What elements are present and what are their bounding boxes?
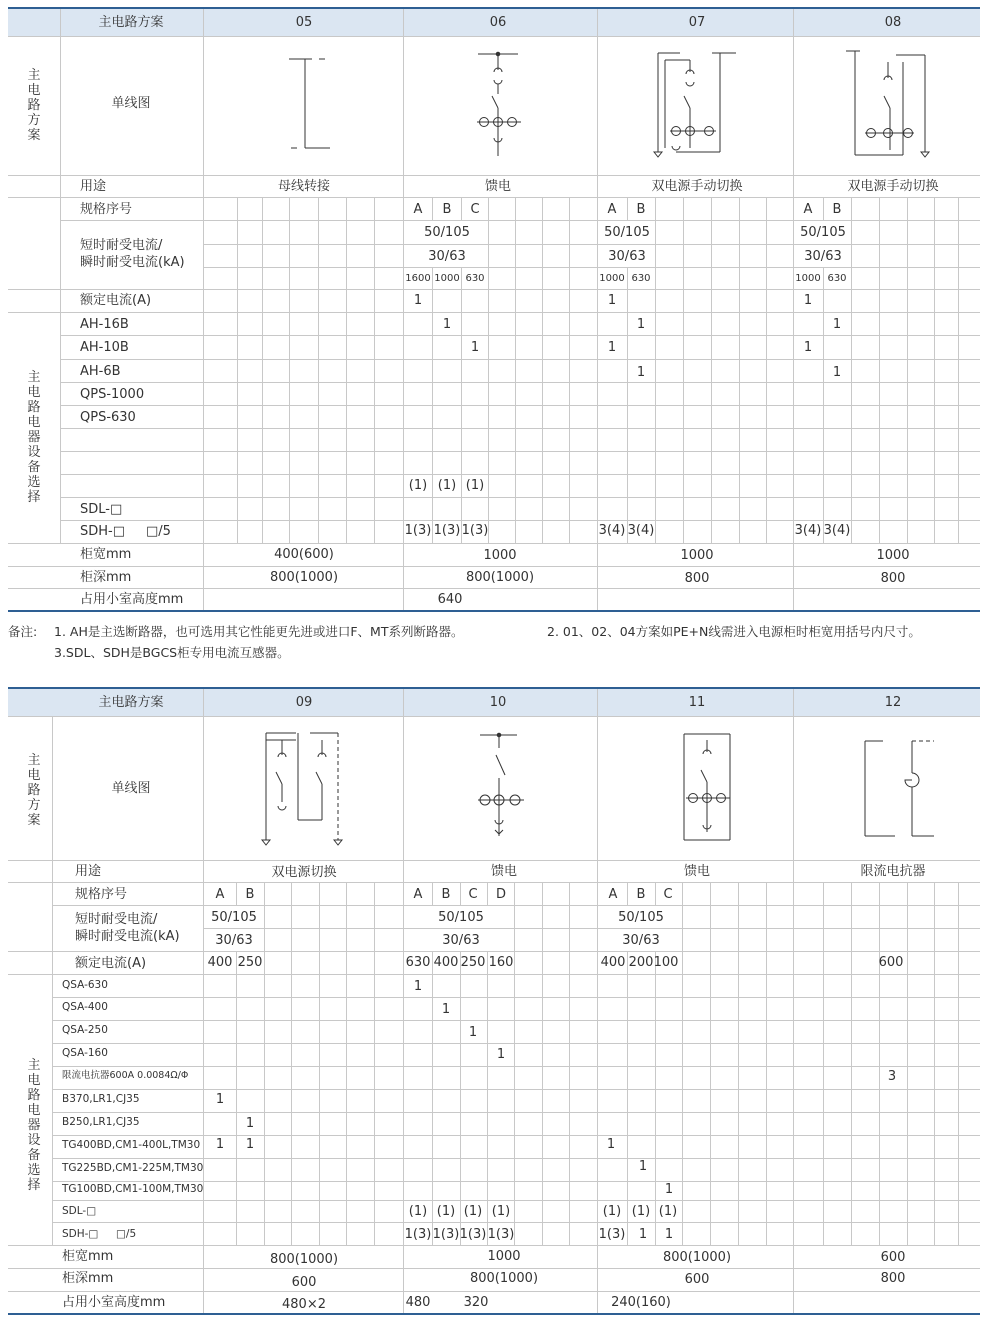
short-value: 30/63 xyxy=(608,249,646,264)
value-cell: 1 xyxy=(832,317,842,332)
cabinet-depth: 800 xyxy=(880,571,906,586)
scheme-10-header: 10 xyxy=(489,695,507,710)
table1-group1-label: 主电路方案 xyxy=(27,68,41,143)
diagram-12 xyxy=(865,741,934,836)
value-cell: 1 xyxy=(607,340,617,355)
usage-label: 用途 xyxy=(75,864,102,879)
short-value: 30/63 xyxy=(804,249,842,264)
value-cell: (1) xyxy=(437,478,457,493)
value-cell: 1 xyxy=(215,1137,225,1152)
value-cell: (1) xyxy=(465,478,485,493)
value-cell: 1(3) xyxy=(433,523,461,538)
device-label: B370,LR1,CJ35 xyxy=(62,1093,140,1105)
peak-value: 50/105 xyxy=(604,225,650,240)
peak-value: 50/105 xyxy=(424,225,470,240)
spec-label: 规格序号 xyxy=(75,887,128,902)
amp-cell: 1000 xyxy=(795,273,821,284)
value-cell: 1 xyxy=(413,979,423,994)
scheme-09-header: 09 xyxy=(295,695,313,710)
rated-cell: 160 xyxy=(488,955,514,970)
usage-07: 双电源手动切换 xyxy=(651,179,743,194)
rated-cell: 400 xyxy=(600,955,626,970)
value-cell: 1 xyxy=(803,340,813,355)
usage-05: 母线转接 xyxy=(277,179,331,194)
cabinet-depth: 600 xyxy=(684,1272,710,1287)
rated-cell: 200 xyxy=(628,955,654,970)
diagram-09 xyxy=(262,733,342,845)
value-cell: 1 xyxy=(832,365,842,380)
scheme-06-header: 06 xyxy=(489,15,507,30)
amp-cell: 630 xyxy=(631,273,651,284)
value-cell: 1 xyxy=(245,1137,255,1152)
short-current-label: 短时耐受电流/ xyxy=(80,238,163,253)
value-cell: (1) xyxy=(408,1204,428,1219)
cabinet-width: 400(600) xyxy=(274,547,334,562)
spec-cell: B xyxy=(441,887,451,902)
device-label: SDH-□ xyxy=(80,524,126,539)
rated-cell: 100 xyxy=(653,955,679,970)
table1-corner-header: 主电路方案 xyxy=(98,15,164,30)
value-cell: 1 xyxy=(664,1227,674,1242)
device-label: TG100BD,CM1-100M,TM30 xyxy=(62,1183,204,1195)
cabinet-width-label: 柜宽mm xyxy=(80,547,132,562)
device-label: QPS-630 xyxy=(80,410,136,425)
peak-current-label: 瞬时耐受电流(kA) xyxy=(75,929,180,944)
value-cell: 1 xyxy=(468,1025,478,1040)
value-cell: 1 xyxy=(215,1092,225,1107)
scheme-05-header: 05 xyxy=(295,15,313,30)
cabinet-depth: 600 xyxy=(291,1275,317,1290)
rated-cell: 250 xyxy=(237,955,263,970)
usage-09: 双电源切换 xyxy=(271,865,337,880)
device-label: TG400BD,CM1-400L,TM30 xyxy=(62,1139,201,1151)
spec-cell: A xyxy=(803,202,813,217)
device-label: □/5 xyxy=(146,524,171,539)
value-cell: 3 xyxy=(887,1069,897,1084)
device-label: QSA-250 xyxy=(62,1024,108,1036)
note-2: 2. 01、02、04方案如PE+N线需进入电源柜时柜宽用括号内尺寸。 xyxy=(547,624,921,639)
rated-cell: 600 xyxy=(878,955,904,970)
peak-value: 50/105 xyxy=(618,910,664,925)
spec-cell: A xyxy=(608,887,618,902)
table2-corner-header: 主电路方案 xyxy=(98,695,164,710)
short-current-label: 短时耐受电流/ xyxy=(75,912,158,927)
device-label: QSA-400 xyxy=(62,1001,108,1013)
spec-cell: D xyxy=(495,887,507,902)
device-label: TG225BD,CM1-225M,TM30 xyxy=(62,1162,204,1174)
note-3: 3.SDL、SDH是BGCS柜专用电流互感器。 xyxy=(54,645,290,660)
rated-cell: 250 xyxy=(460,955,486,970)
diagram-08 xyxy=(846,51,929,157)
value-cell: 3(4) xyxy=(598,523,626,538)
spec-cell: A xyxy=(215,887,225,902)
value-cell: 1(3) xyxy=(404,523,432,538)
value-cell: (1) xyxy=(491,1204,511,1219)
table1-group2-label: 主电路电器设备选择 xyxy=(27,370,41,505)
spec-cell: B xyxy=(636,887,646,902)
value-cell: (1) xyxy=(408,478,428,493)
value-cell: (1) xyxy=(602,1204,622,1219)
value-cell: 1 xyxy=(638,1227,648,1242)
diagram-11 xyxy=(684,734,730,840)
cabinet-depth: 800(1000) xyxy=(469,1271,539,1286)
spec-label: 规格序号 xyxy=(80,202,133,217)
cabinet-depth-label: 柜深mm xyxy=(62,1271,114,1286)
cabinet-width: 1000 xyxy=(876,548,910,563)
device-label: QSA-160 xyxy=(62,1047,108,1059)
cabinet-width: 800(1000) xyxy=(269,1252,339,1267)
amp-cell: 630 xyxy=(465,273,485,284)
value-cell: 1 xyxy=(441,1002,451,1017)
compartment-height: 320 xyxy=(463,1295,489,1310)
device-label: AH-6B xyxy=(80,364,121,379)
value-cell: 1 xyxy=(664,1182,674,1197)
value-cell: 1(3) xyxy=(404,1227,432,1242)
peak-value: 50/105 xyxy=(438,910,484,925)
value-cell: 3(4) xyxy=(627,523,655,538)
cabinet-width: 800(1000) xyxy=(662,1250,732,1265)
diagram-06 xyxy=(477,52,521,156)
short-value: 30/63 xyxy=(442,933,480,948)
device-label: QPS-1000 xyxy=(80,387,145,402)
value-cell: 1 xyxy=(638,1159,648,1174)
value-cell: 1 xyxy=(636,317,646,332)
value-cell: 3(4) xyxy=(823,523,851,538)
single-line-label: 单线图 xyxy=(111,96,151,111)
value-cell: 1 xyxy=(470,340,480,355)
value-cell: 1(3) xyxy=(459,1227,487,1242)
cabinet-width: 1000 xyxy=(483,548,517,563)
cabinet-depth: 800 xyxy=(684,571,710,586)
amp-cell: 1000 xyxy=(434,273,460,284)
device-label: SDH-□ xyxy=(62,1228,99,1240)
device-label: AH-10B xyxy=(80,340,129,355)
compartment-height: 240(160) xyxy=(611,1295,671,1310)
diagram-07 xyxy=(654,53,736,157)
spec-cell: B xyxy=(245,887,255,902)
amp-cell: 630 xyxy=(827,273,847,284)
value-cell: (1) xyxy=(631,1204,651,1219)
rated-cell: 400 xyxy=(207,955,233,970)
usage-06: 馈电 xyxy=(484,179,512,194)
spec-cell: B xyxy=(442,202,452,217)
peak-value: 50/105 xyxy=(211,910,257,925)
value-cell: 1(3) xyxy=(461,523,489,538)
diagram-10 xyxy=(478,733,524,836)
usage-label: 用途 xyxy=(80,179,107,194)
value-cell: (1) xyxy=(463,1204,483,1219)
spec-cell: A xyxy=(413,202,423,217)
amp-cell: 1600 xyxy=(405,273,431,284)
rated-cell: 1 xyxy=(607,293,617,308)
value-cell: (1) xyxy=(436,1204,456,1219)
value-cell: 1 xyxy=(442,317,452,332)
rated-cell: 630 xyxy=(405,955,431,970)
rated-cell: 1 xyxy=(803,293,813,308)
value-cell: 1(3) xyxy=(432,1227,460,1242)
value-cell: (1) xyxy=(658,1204,678,1219)
note-1: 1. AH是主选断路器，也可选用其它性能更先进或进口F、MT系列断路器。 xyxy=(54,624,464,639)
value-cell: 1(3) xyxy=(598,1227,626,1242)
value-cell: 1(3) xyxy=(487,1227,515,1242)
cabinet-width: 1000 xyxy=(680,548,714,563)
compartment-height-label: 占用小室高度mm xyxy=(80,592,184,607)
short-value: 30/63 xyxy=(215,933,253,948)
value-cell: 1 xyxy=(496,1047,506,1062)
usage-08: 双电源手动切换 xyxy=(847,179,939,194)
rated-current-label: 额定电流(A) xyxy=(75,956,147,971)
device-label: SDL-□ xyxy=(80,502,123,517)
compartment-height: 480×2 xyxy=(282,1297,326,1312)
scheme-12-header: 12 xyxy=(884,695,902,710)
cabinet-depth: 800(1000) xyxy=(269,570,339,585)
rated-current-label: 额定电流(A) xyxy=(80,293,152,308)
spec-cell: C xyxy=(468,887,478,902)
value-cell: 1 xyxy=(636,365,646,380)
value-cell: 3(4) xyxy=(794,523,822,538)
spec-cell: C xyxy=(470,202,480,217)
compartment-height: 640 xyxy=(437,592,463,607)
spec-cell: A xyxy=(607,202,617,217)
value-cell: 1 xyxy=(606,1137,616,1152)
table2-group2-label: 主电路电器设备选择 xyxy=(27,1058,41,1193)
scheme-08-header: 08 xyxy=(884,15,902,30)
device-label: B250,LR1,CJ35 xyxy=(62,1116,140,1128)
device-label: AH-16B xyxy=(80,317,129,332)
spec-cell: C xyxy=(663,887,673,902)
peak-value: 50/105 xyxy=(800,225,846,240)
device-label: QSA-630 xyxy=(62,979,108,991)
cabinet-width: 1000 xyxy=(487,1249,521,1264)
short-value: 30/63 xyxy=(622,933,660,948)
compartment-height: 480 xyxy=(405,1295,431,1310)
table2-group1-label: 主电路方案 xyxy=(27,753,41,828)
rated-cell: 1 xyxy=(413,293,423,308)
short-value: 30/63 xyxy=(428,249,466,264)
scheme-11-header: 11 xyxy=(688,695,706,710)
device-label: SDL-□ xyxy=(62,1205,97,1217)
spec-cell: A xyxy=(413,887,423,902)
cabinet-width: 600 xyxy=(880,1250,906,1265)
cabinet-depth-label: 柜深mm xyxy=(80,570,132,585)
compartment-height-label: 占用小室高度mm xyxy=(62,1295,166,1310)
cabinet-width-label: 柜宽mm xyxy=(62,1249,114,1264)
rated-cell: 400 xyxy=(433,955,459,970)
device-label: 限流电抗器600A 0.0084Ω/Φ xyxy=(62,1070,189,1081)
usage-11: 馈电 xyxy=(683,864,711,879)
value-cell: 1 xyxy=(245,1116,255,1131)
usage-12: 限流电抗器 xyxy=(860,864,926,879)
device-label: □/5 xyxy=(116,1228,137,1240)
notes-prefix: 备注: xyxy=(8,624,38,639)
spec-cell: B xyxy=(832,202,842,217)
spec-cell: B xyxy=(636,202,646,217)
amp-cell: 1000 xyxy=(599,273,625,284)
cabinet-depth: 800 xyxy=(880,1271,906,1286)
peak-current-label: 瞬时耐受电流(kA) xyxy=(80,255,185,270)
single-line-label: 单线图 xyxy=(111,781,151,796)
diagram-05 xyxy=(289,59,330,148)
usage-10: 馈电 xyxy=(490,864,518,879)
cabinet-depth: 800(1000) xyxy=(465,570,535,585)
scheme-07-header: 07 xyxy=(688,15,706,30)
